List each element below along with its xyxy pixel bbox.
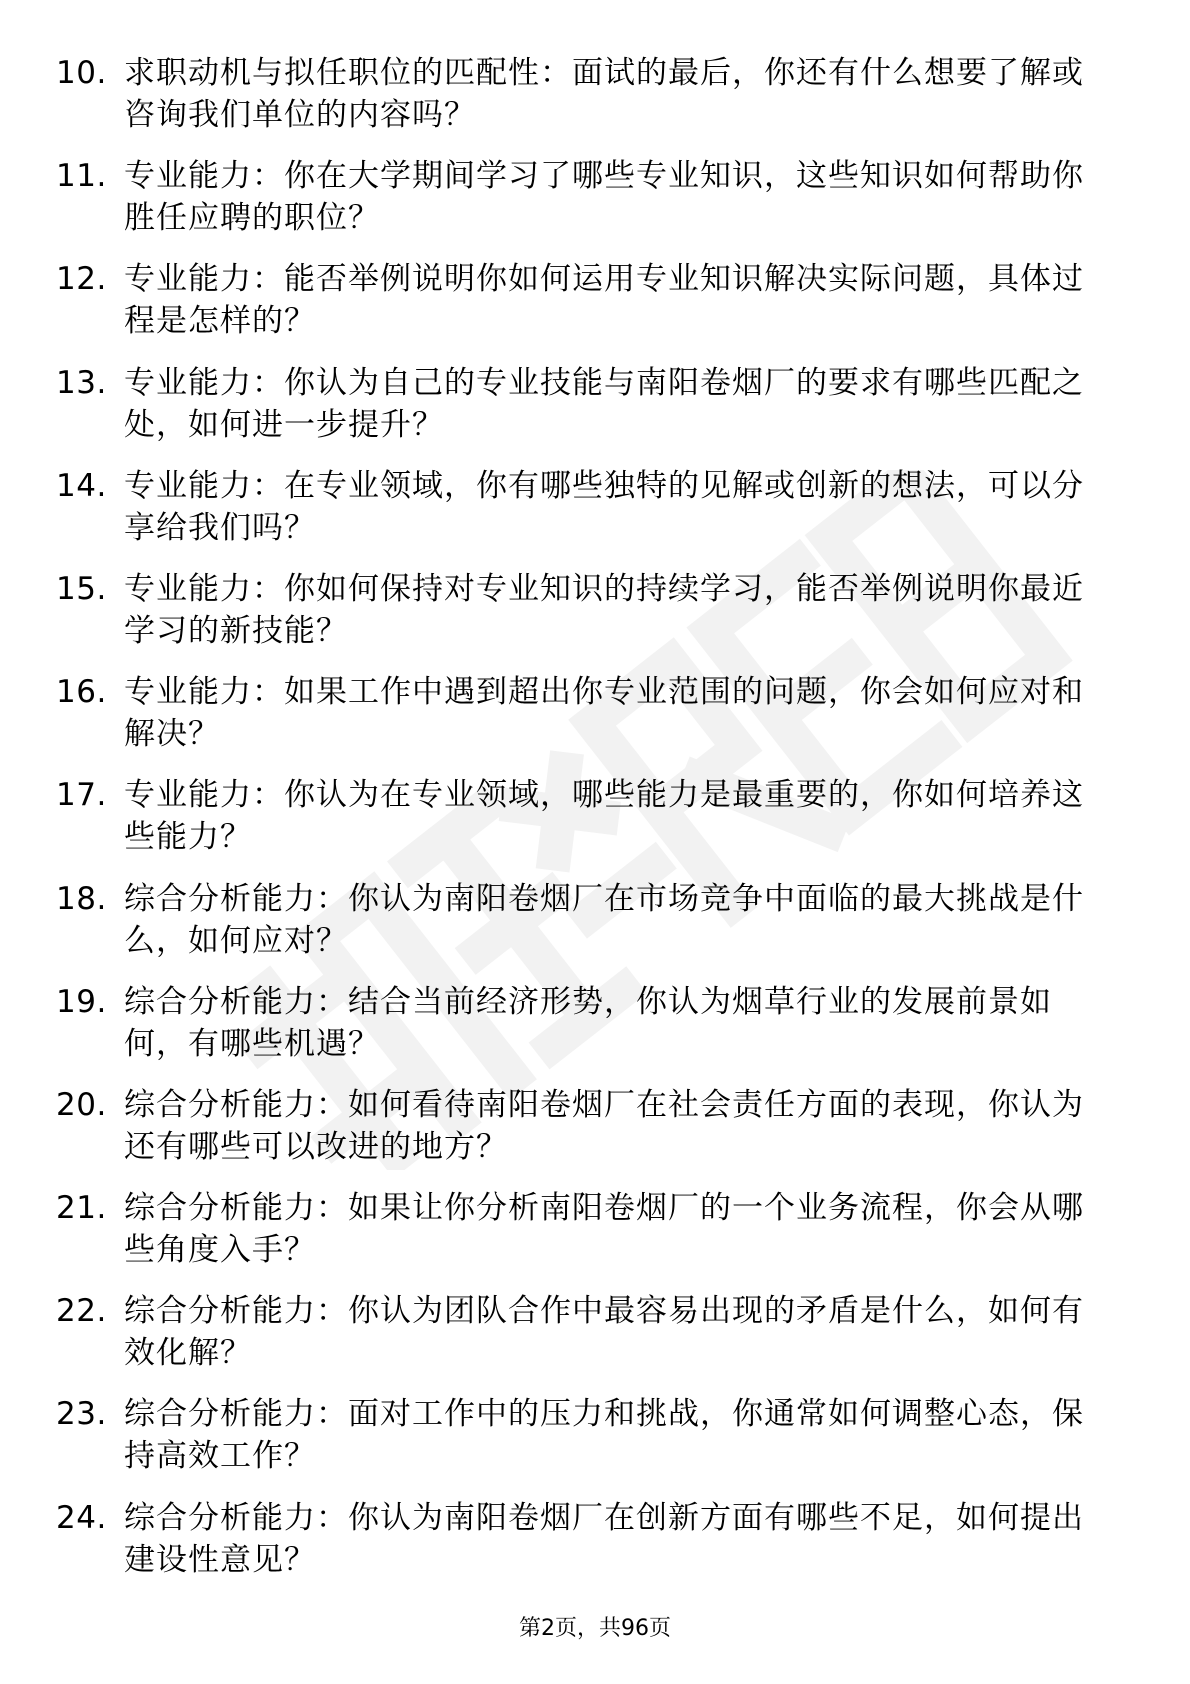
question-text: 专业能力：你如何保持对专业知识的持续学习，能否举例说明你最近学习的新技能？ [124, 570, 1084, 649]
question-number: 21. [56, 1190, 107, 1227]
list-item [56, 878, 1106, 962]
question-text: 专业能力：你认为自己的专业技能与南阳卷烟厂的要求有哪些匹配之处，如何进一步提升？ [124, 364, 1084, 443]
question-text: 专业能力：你认为在专业领域，哪些能力是最重要的，你如何培养这些能力？ [124, 777, 1084, 856]
list-item [56, 671, 1106, 755]
question-number: 11. [56, 158, 107, 195]
question-number: 13. [56, 364, 107, 401]
question-text: 专业能力：你在大学期间学习了哪些专业知识，这些知识如何帮助你胜任应聘的职位？ [124, 158, 1084, 237]
question-number: 22. [56, 1293, 107, 1330]
question-number: 19. [56, 983, 107, 1020]
question-number: 10. [56, 55, 107, 91]
list-item [56, 258, 1106, 342]
list-item [56, 465, 1106, 549]
question-text: 综合分析能力：你认为团队合作中最容易出现的矛盾是什么，如何有效化解？ [124, 1293, 1084, 1372]
list-item [56, 1290, 1106, 1374]
question-text: 综合分析能力：面对工作中的压力和挑战，你通常如何调整心态，保持高效工作？ [124, 1396, 1084, 1475]
question-text: 综合分析能力：结合当前经济形势，你认为烟草行业的发展前景如何，有哪些机遇？ [124, 983, 1052, 1062]
list-item [56, 1497, 1106, 1581]
question-number: 18. [56, 880, 107, 917]
question-text: 综合分析能力：如何看待南阳卷烟厂在社会责任方面的表现，你认为还有哪些可以改进的地方？ [124, 1086, 1084, 1165]
question-number: 15. [56, 570, 107, 607]
question-number: 14. [56, 467, 107, 504]
question-number: 16. [56, 674, 107, 711]
list-item [56, 362, 1106, 446]
question-text: 综合分析能力：如果让你分析南阳卷烟厂的一个业务流程，你会从哪些角度入手？ [124, 1190, 1084, 1269]
page-indicator: 第2页，共96页 [519, 1616, 671, 1641]
question-text: 专业能力：能否举例说明你如何运用专业知识解决实际问题，具体过程是怎样的？ [124, 261, 1084, 340]
question-text: 综合分析能力：你认为南阳卷烟厂在创新方面有哪些不足，如何提出建设性意见？ [124, 1499, 1084, 1578]
list-item [56, 52, 1106, 136]
question-text: 专业能力：如果工作中遇到超出你专业范围的问题，你会如何应对和解决？ [124, 674, 1084, 753]
question-text: 求职动机与拟任职位的匹配性：面试的最后，你还有什么想要了解或咨询我们单位的内容吗？ [124, 55, 1084, 133]
list-item [56, 1084, 1106, 1168]
question-number: 12. [56, 261, 107, 298]
list-item [56, 155, 1106, 239]
list-item [56, 981, 1106, 1065]
list-item [56, 568, 1106, 652]
question-list [56, 52, 1106, 1600]
question-number: 17. [56, 777, 107, 814]
list-item [56, 1393, 1106, 1477]
question-number: 20. [56, 1086, 107, 1123]
list-item [56, 774, 1106, 858]
question-text: 专业能力：在专业领域，你有哪些独特的见解或创新的想法，可以分享给我们吗？ [124, 467, 1084, 546]
question-text: 综合分析能力：你认为南阳卷烟厂在市场竞争中面临的最大挑战是什么，如何应对？ [124, 880, 1084, 959]
list-item [56, 1187, 1106, 1271]
question-number: 23. [56, 1396, 107, 1433]
question-number: 24. [56, 1499, 107, 1536]
